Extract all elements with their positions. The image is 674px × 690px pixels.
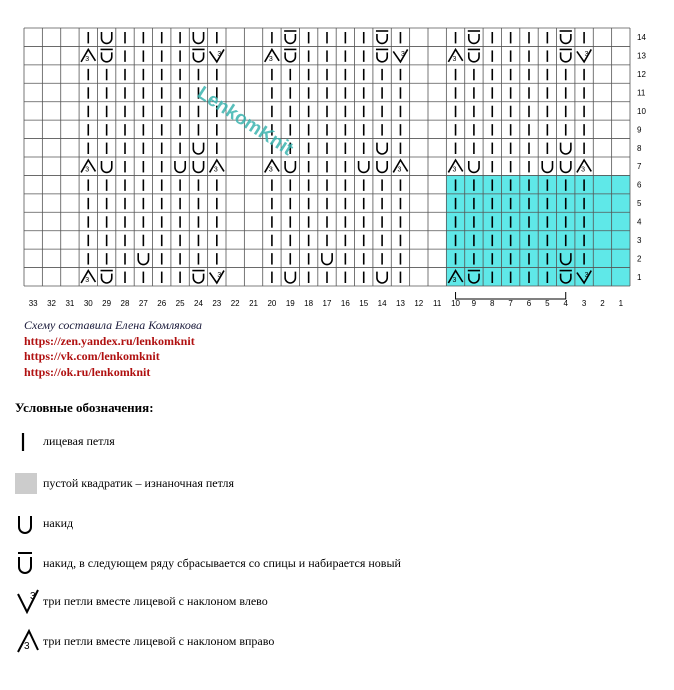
col-number: 30 — [83, 299, 93, 308]
credits — [24, 318, 202, 380]
chart-symbol-y — [193, 32, 203, 43]
yarn-over-icon — [15, 510, 41, 536]
col-number: 13 — [396, 299, 405, 308]
chart-symbol-y — [138, 253, 148, 264]
svg-text:3: 3 — [397, 166, 402, 174]
col-number: 18 — [304, 299, 314, 308]
legend-title: Условные обозначения: — [15, 400, 154, 415]
repeat-bracket — [456, 292, 566, 299]
legend-text-k3tog-left: три петли вместе лицевой с наклоном влево — [43, 593, 268, 608]
chart-symbol-yb — [284, 49, 296, 61]
chart-symbol-yb — [284, 31, 296, 43]
col-number: 21 — [249, 299, 258, 308]
row-number: 1 — [637, 272, 642, 282]
col-number: 24 — [194, 299, 203, 308]
chart-symbol-k3r — [81, 49, 95, 62]
row-number: 7 — [637, 162, 642, 172]
legend-item-yarnover-drop — [15, 550, 401, 576]
svg-text:3: 3 — [452, 55, 457, 63]
col-number: 33 — [28, 299, 38, 308]
col-number: 2 — [600, 299, 605, 308]
svg-text:3: 3 — [85, 55, 90, 63]
chart-symbol-yb — [376, 49, 388, 61]
col-number: 23 — [212, 299, 222, 308]
row-number: 6 — [637, 180, 642, 190]
chart-symbol-yb — [100, 49, 112, 61]
row-number: 11 — [637, 88, 646, 98]
col-number: 14 — [377, 299, 387, 308]
col-number: 28 — [120, 299, 130, 308]
chart-symbol-y — [193, 161, 203, 172]
legend-text-yarnover-drop: накид, в следующем ряду сбрасывается со спицы и набирается новый — [43, 555, 401, 570]
chart-symbol-y — [175, 161, 185, 172]
chart-symbol-k3r — [448, 160, 462, 173]
col-number: 9 — [471, 299, 477, 308]
col-number: 22 — [230, 299, 240, 308]
svg-text:3: 3 — [584, 50, 589, 58]
col-number: 8 — [490, 299, 495, 308]
knitting-chart — [0, 0, 674, 312]
legend-text-k3tog-right: три петли вместе лицевой с наклоном вправо — [43, 633, 275, 648]
svg-text:3: 3 — [85, 277, 90, 284]
col-number: 31 — [65, 299, 75, 308]
legend-item-yarnover — [15, 510, 73, 536]
chart-symbol-k3r — [81, 160, 95, 173]
chart-symbol-y — [285, 272, 295, 283]
chart-symbol-k3r — [265, 49, 279, 62]
chart-symbol-k3l — [577, 49, 591, 61]
chart-symbol-yb — [192, 271, 204, 283]
legend-item-knit — [15, 428, 115, 454]
empty-square-icon — [15, 470, 41, 496]
row-number: 4 — [637, 217, 642, 227]
col-number: 32 — [47, 299, 56, 308]
chart-symbol-y — [561, 161, 571, 172]
legend-text-yarnover: накид — [43, 515, 74, 530]
col-number: 1 — [618, 299, 624, 308]
chart-symbol-k3r — [448, 49, 462, 62]
chart-symbol-k3r — [577, 160, 591, 173]
svg-text:3: 3 — [268, 55, 273, 63]
chart-symbol-y — [285, 161, 295, 172]
col-number: 20 — [267, 299, 277, 308]
chart-symbol-y — [377, 143, 387, 154]
chart-symbol-k3r — [210, 160, 224, 173]
chart-symbol-y — [322, 253, 332, 264]
col-number: 15 — [359, 299, 369, 308]
row-number: 9 — [637, 125, 642, 135]
chart-symbol-y — [377, 272, 387, 283]
legend-text-knit: лицевая петля — [43, 433, 115, 448]
col-number: 27 — [138, 299, 148, 308]
chart-symbol-y — [377, 161, 387, 172]
svg-text:3: 3 — [400, 50, 405, 58]
svg-text:3: 3 — [268, 166, 273, 174]
link-vk[interactable]: https://vk.com/lenkomknit — [24, 349, 160, 363]
svg-text:3: 3 — [85, 166, 90, 174]
chart-symbol-k3l — [210, 49, 224, 61]
legend-item-purl — [15, 470, 234, 496]
row-number: 12 — [637, 70, 646, 80]
k3tog-right-icon — [15, 628, 41, 654]
chart-symbol-y — [561, 143, 571, 154]
chart-symbol-y — [101, 32, 111, 43]
knit-stitch-icon — [15, 428, 41, 454]
yarn-over-drop-icon — [15, 550, 41, 576]
svg-text:3: 3 — [452, 277, 457, 284]
col-number: 29 — [102, 299, 112, 308]
chart-symbol-y — [101, 161, 111, 172]
col-number: 16 — [340, 299, 350, 308]
legend-text-purl: пустой квадратик – изнаночная петля — [43, 475, 235, 490]
row-number: 2 — [637, 254, 642, 264]
svg-text:3: 3 — [581, 166, 585, 174]
author-line: Схему составила Елена Комлякова — [24, 318, 203, 332]
svg-text:3: 3 — [584, 272, 589, 280]
chart-symbol-k3l — [393, 49, 407, 61]
col-number: 3 — [581, 299, 587, 308]
chart-symbol-y — [359, 161, 369, 172]
col-number: 6 — [526, 299, 532, 308]
chart-symbol-k3r — [393, 160, 407, 173]
link-ok[interactable]: https://ok.ru/lenkomknit — [24, 364, 151, 379]
chart-symbol-k3l — [210, 271, 224, 283]
chart-symbol-y — [469, 161, 479, 172]
link-zen[interactable]: https://zen.yandex.ru/lenkomknit — [24, 333, 195, 348]
col-number: 5 — [545, 299, 550, 308]
col-number: 11 — [433, 299, 442, 308]
col-number: 17 — [322, 299, 332, 308]
col-number: 19 — [285, 299, 295, 308]
col-number: 7 — [508, 299, 513, 308]
chart-symbol-yb — [468, 49, 480, 61]
row-number: 8 — [637, 143, 642, 153]
chart-symbol-yb — [560, 49, 572, 61]
chart-symbol-yb — [100, 271, 112, 283]
chart-symbol-yb — [560, 31, 572, 43]
chart-symbol-yb — [468, 31, 480, 43]
watermark: LenkomKnit — [193, 82, 297, 160]
k3tog-left-icon — [15, 588, 41, 614]
row-number: 14 — [637, 33, 646, 43]
col-number: 25 — [175, 299, 185, 308]
svg-text:3: 3 — [452, 166, 457, 174]
col-number: 10 — [451, 299, 460, 308]
row-number: 3 — [637, 235, 642, 245]
svg-text:3: 3 — [30, 591, 36, 602]
row-number: 13 — [637, 51, 646, 61]
chart-symbol-yb — [192, 49, 204, 61]
col-number: 26 — [157, 299, 167, 308]
chart-symbol-k3r — [81, 271, 95, 284]
chart-symbol-k3r — [265, 160, 279, 173]
chart-symbol-y — [193, 143, 203, 154]
col-number: 4 — [563, 299, 568, 308]
chart-symbol-yb — [376, 31, 388, 43]
chart-symbol-y — [542, 161, 552, 172]
svg-text:3: 3 — [217, 272, 222, 280]
svg-text:3: 3 — [217, 50, 222, 58]
legend-item-k3tog-left — [15, 588, 268, 614]
row-number: 5 — [637, 199, 642, 209]
svg-text:3: 3 — [213, 166, 218, 174]
legend-item-k3tog-right — [15, 628, 274, 654]
col-number: 12 — [414, 299, 424, 308]
row-number: 10 — [637, 106, 646, 116]
svg-text:3: 3 — [24, 641, 30, 652]
